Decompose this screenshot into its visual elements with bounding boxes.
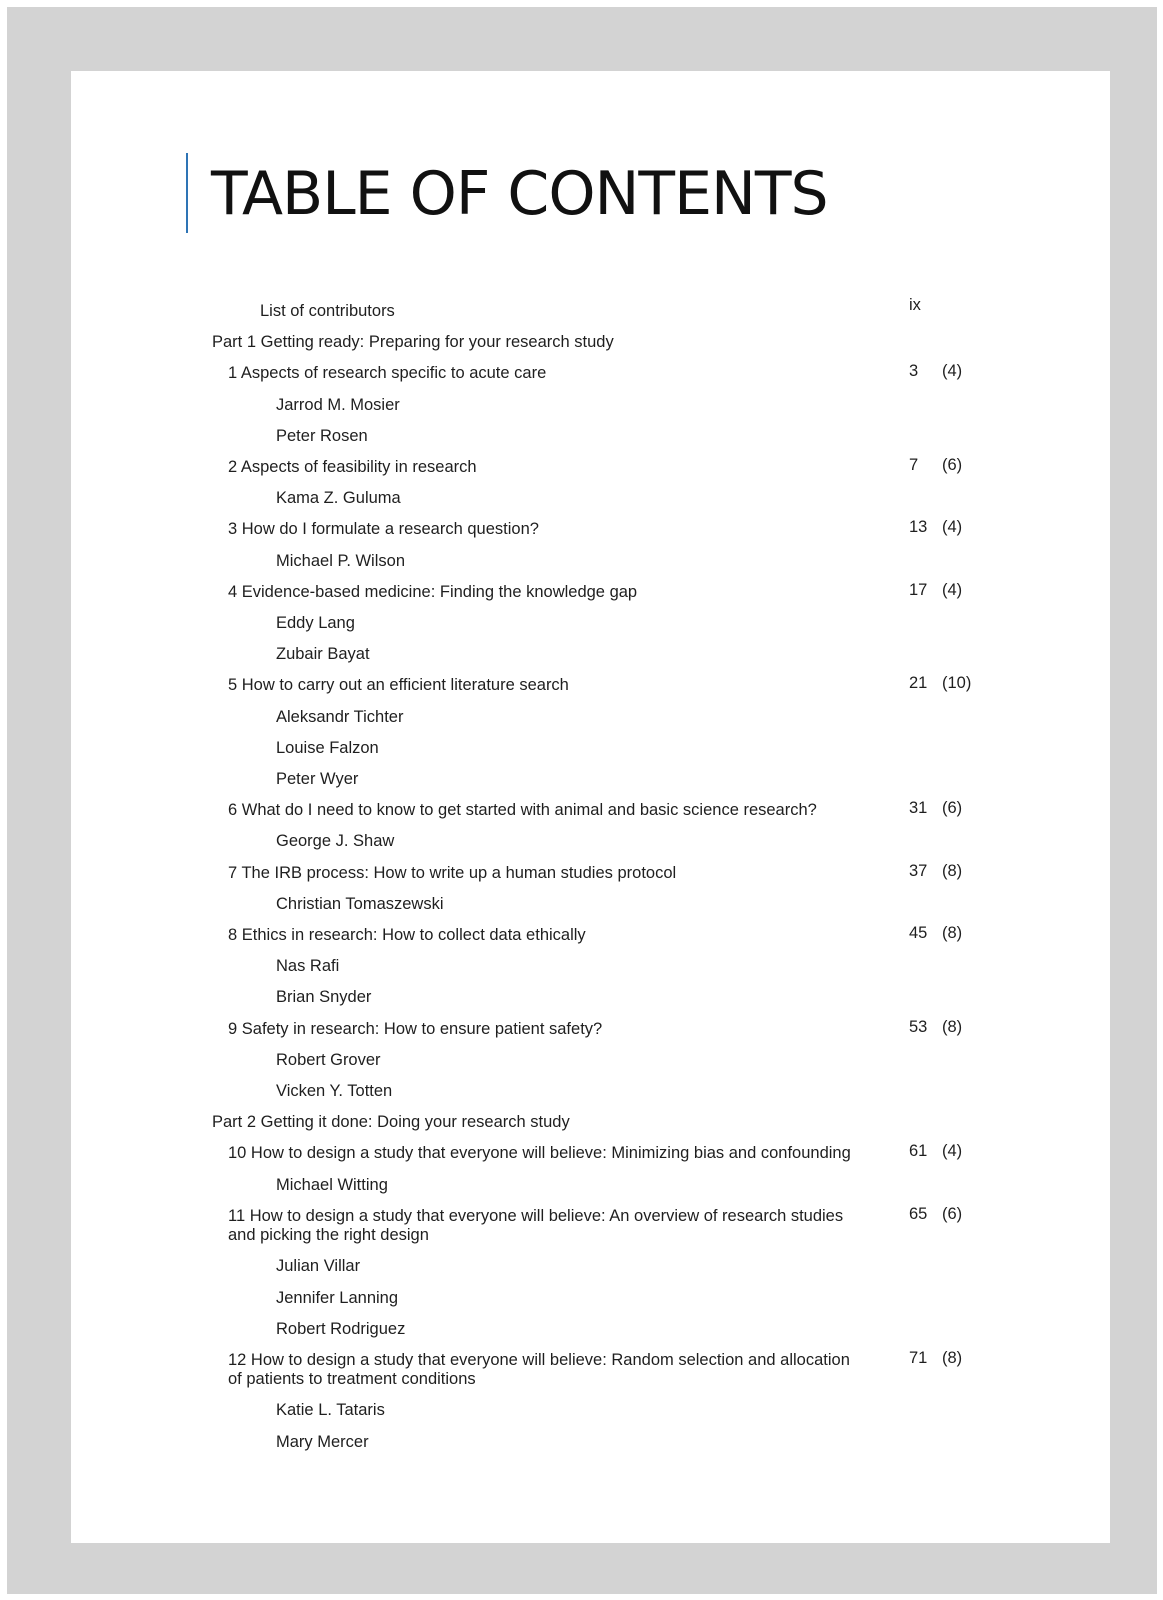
page-number: 17 <box>909 580 928 599</box>
page-count: (4) <box>942 518 963 537</box>
title-accent-bar <box>186 153 188 233</box>
entry-title: 4 Evidence-based medicine: Finding the knowledge gap <box>228 582 638 601</box>
toc-frontmatter-row <box>71 292 1110 327</box>
author-name: Julian Villar <box>276 1257 361 1276</box>
page-count: (6) <box>942 1204 963 1223</box>
toc-author-row <box>71 889 1110 920</box>
toc-chapter-row <box>71 670 1110 701</box>
page-number: 45 <box>909 924 928 943</box>
toc-chapter-row <box>71 577 1110 608</box>
page-count: (8) <box>942 924 963 943</box>
page-count: (10) <box>942 674 972 693</box>
toc-author-row <box>71 982 1110 1013</box>
page-number: 61 <box>909 1142 928 1161</box>
author-name: George J. Shaw <box>276 832 395 851</box>
author-name: Christian Tomaszewski <box>276 894 444 913</box>
entry-title: 10 How to design a study that everyone will believe: Minimizing bias and confounding <box>228 1144 851 1163</box>
entry-title: Part 2 Getting it done: Doing your research study <box>212 1113 570 1132</box>
toc-author-row <box>71 951 1110 982</box>
entry-title: 8 Ethics in research: How to collect data ethically <box>228 926 586 945</box>
author-name: Zubair Bayat <box>276 645 370 664</box>
author-name: Brian Snyder <box>276 988 372 1007</box>
entry-title: 12 How to design a study that everyone will believe: Random selection and allocation of patients to treatment conditions <box>228 1350 850 1389</box>
entry-title: 3 How do I formulate a research question? <box>228 520 539 539</box>
entry-title: 6 What do I need to know to get started with animal and basic science research? <box>228 801 817 820</box>
toc-author-row <box>71 1076 1110 1107</box>
toc-author-row <box>71 702 1110 733</box>
entry-title: 1 Aspects of research specific to acute care <box>228 364 547 383</box>
entry-title: 2 Aspects of feasibility in research <box>228 458 477 477</box>
document-page <box>71 71 1110 1543</box>
author-name: Louise Falzon <box>276 738 379 757</box>
author-name: Nas Rafi <box>276 957 340 976</box>
toc-chapter-row <box>71 1138 1110 1169</box>
toc-chapter-row <box>71 795 1110 826</box>
page-number: 7 <box>909 456 919 475</box>
page-number: 13 <box>909 518 928 537</box>
toc-author-row <box>71 608 1110 639</box>
author-name: Katie L. Tataris <box>276 1401 385 1420</box>
table-of-contents <box>71 292 1110 1458</box>
page-count: (8) <box>942 1348 963 1367</box>
page-frame <box>7 7 1157 1594</box>
author-name: Michael Witting <box>276 1175 388 1194</box>
toc-chapter-row <box>71 514 1110 545</box>
toc-author-row <box>71 733 1110 764</box>
toc-author-row <box>71 421 1110 452</box>
page-number: 37 <box>909 861 928 880</box>
entry-title: 9 Safety in research: How to ensure patient safety? <box>228 1019 603 1038</box>
toc-chapter-row <box>71 358 1110 389</box>
page-count: (4) <box>942 580 963 599</box>
author-name: Robert Grover <box>276 1050 381 1069</box>
entry-title: 11 How to design a study that everyone will believe: An overview of research studies and picking the right design <box>228 1206 844 1245</box>
entry-title: Part 1 Getting ready: Preparing for your research study <box>212 333 614 352</box>
author-name: Jarrod M. Mosier <box>276 395 400 414</box>
toc-chapter-row <box>71 1345 1110 1395</box>
page-count: (4) <box>942 1142 963 1161</box>
toc-chapter-row <box>71 452 1110 483</box>
page-number: ix <box>909 296 921 314</box>
toc-author-row <box>71 1283 1110 1314</box>
toc-chapter-row <box>71 1201 1110 1251</box>
toc-author-row <box>71 764 1110 795</box>
page-count: (6) <box>942 799 963 818</box>
page-count: (6) <box>942 456 963 475</box>
toc-chapter-row <box>71 1014 1110 1045</box>
toc-part-row <box>71 1107 1110 1138</box>
toc-author-row <box>71 1427 1110 1458</box>
toc-author-row <box>71 483 1110 514</box>
page-number: 71 <box>909 1348 928 1367</box>
toc-author-row <box>71 639 1110 670</box>
author-name: Michael P. Wilson <box>276 551 405 570</box>
entry-title: 7 The IRB process: How to write up a human studies protocol <box>228 863 677 882</box>
toc-author-row <box>71 390 1110 421</box>
page-number: 53 <box>909 1017 928 1036</box>
toc-author-row <box>71 826 1110 857</box>
page-number: 65 <box>909 1204 928 1223</box>
author-name: Eddy Lang <box>276 614 355 633</box>
author-name: Peter Wyer <box>276 770 359 789</box>
toc-part-row <box>71 327 1110 358</box>
page-count: (8) <box>942 861 963 880</box>
toc-author-row <box>71 1395 1110 1426</box>
toc-author-row <box>71 1251 1110 1282</box>
toc-chapter-row <box>71 858 1110 889</box>
page-title: TABLE OF CONTENTS <box>211 159 828 229</box>
author-name: Mary Mercer <box>276 1432 369 1451</box>
author-name: Aleksandr Tichter <box>276 707 404 726</box>
toc-author-row <box>71 546 1110 577</box>
author-name: Jennifer Lanning <box>276 1288 399 1307</box>
entry-title: List of contributors <box>260 302 395 320</box>
toc-author-row <box>71 1314 1110 1345</box>
page-count: (4) <box>942 362 963 381</box>
toc-author-row <box>71 1170 1110 1201</box>
page-number: 31 <box>909 799 928 818</box>
author-name: Peter Rosen <box>276 426 368 445</box>
entry-title: 5 How to carry out an efficient literature search <box>228 676 569 695</box>
author-name: Kama Z. Guluma <box>276 489 401 508</box>
toc-author-row <box>71 1045 1110 1076</box>
toc-chapter-row <box>71 920 1110 951</box>
author-name: Vicken Y. Totten <box>276 1082 393 1101</box>
page-number: 21 <box>909 674 928 693</box>
page-number: 3 <box>909 362 919 381</box>
author-name: Robert Rodriguez <box>276 1319 406 1338</box>
page-count: (8) <box>942 1017 963 1036</box>
